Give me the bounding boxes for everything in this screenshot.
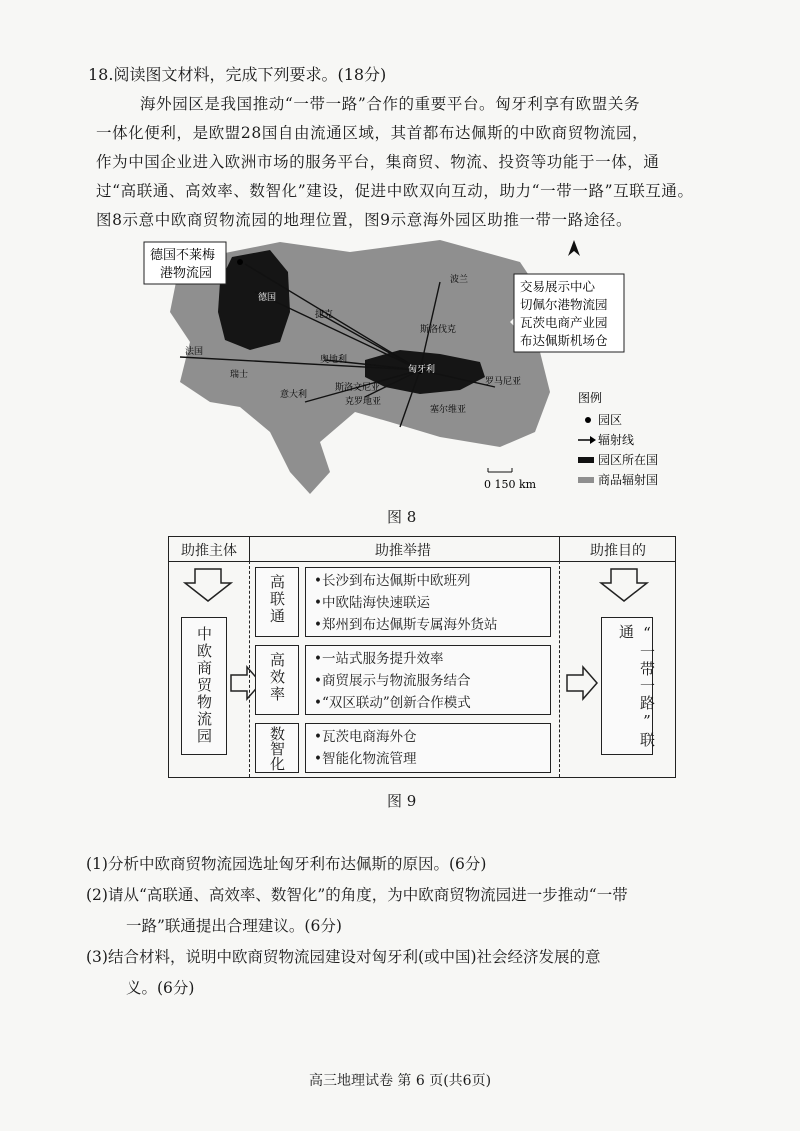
question-title: 18.阅读图文材料，完成下列要求。(18分) [88, 65, 387, 84]
legend-radiation: 辐射线 [598, 433, 635, 447]
header-measures: 助推举措 [375, 543, 431, 559]
para-line-2: 一体化便利，是欧盟28国自由流通区域，其首都布达佩斯的中欧商贸物流园， [96, 124, 649, 142]
figure-9-caption: 图 9 [387, 792, 417, 810]
para-line-5: 图8示意中欧商贸物流园的地理位置，图9示意海外园区助推一带一路途径。 [96, 211, 633, 229]
sub-question-1: (1)分析中欧商贸物流园选址匈牙利布达佩斯的原因。(6分) [86, 855, 487, 873]
category-box-2 [255, 645, 299, 715]
legend-title: 图例 [578, 391, 603, 405]
label-france: 法国 [185, 347, 204, 357]
down-arrow-icon-left [183, 567, 233, 603]
legend-park: 园区 [598, 413, 623, 427]
label-switzerland: 瑞士 [230, 370, 249, 380]
sub-question-2: (2)请从“高联通、高效率、数智化”的角度，为中欧商贸物流园进一步推动“一带 [86, 886, 628, 904]
label-slovenia: 斯洛文尼亚 [335, 383, 381, 393]
subject-box [181, 617, 227, 755]
sub-questions [86, 849, 726, 1004]
callout-left-line-1: 德国不莱梅 [150, 248, 216, 263]
label-poland: 波兰 [450, 275, 469, 285]
label-romania: 罗马尼亚 [485, 377, 522, 387]
callout-right-line-1: 交易展示中心 [520, 279, 596, 294]
label-germany: 德国 [258, 293, 277, 303]
category-label-3: 数智化 [268, 726, 286, 771]
label-czech: 捷克 [315, 310, 334, 320]
legend-park-country: 园区所在国 [598, 453, 659, 467]
category-label-2: 高效率 [268, 652, 286, 703]
category-label-1: 高联通 [268, 574, 286, 625]
sub-question-3: (3)结合材料，说明中欧商贸物流园建设对匈牙利(或中国)社会经济发展的意 [86, 948, 601, 966]
germany-park-dot [237, 259, 243, 265]
para-line-1: 海外园区是我国推动“一带一路”合作的重要平台。匈牙利享有欧盟关务 [140, 95, 641, 113]
category-box-3 [255, 723, 299, 773]
location-map [140, 232, 660, 502]
callout-left-line-2: 港物流园 [160, 266, 213, 281]
label-croatia: 克罗地亚 [345, 397, 382, 407]
measure-box-3 [305, 723, 551, 773]
sub-question-3-cont: 义。(6分) [126, 979, 195, 997]
callout-right-line-3: 瓦茨电商产业园 [520, 315, 608, 330]
goal-text: “一带一路”联通 [617, 624, 656, 749]
para-line-4: 过“高联通、高效率、数智化”建设，促进中欧双向互动，助力“一带一路”互联互通。 [96, 182, 694, 200]
measure-box-2 [305, 645, 551, 715]
header-subject: 助推主体 [181, 543, 237, 559]
callout-right-line-2: 切佩尔港物流园 [520, 297, 608, 312]
measure-1-3: •郑州到布达佩斯专属海外货站 [314, 617, 498, 633]
label-austria: 奥地利 [320, 355, 348, 365]
measure-1-1: •长沙到布达佩斯中欧班列 [314, 573, 471, 589]
flow-figure [168, 536, 676, 778]
measure-3-2: •智能化物流管理 [314, 751, 417, 767]
right-arrow-icon-right [565, 665, 599, 701]
measure-2-2: •商贸展示与物流服务结合 [314, 673, 471, 689]
goal-box [601, 617, 656, 755]
label-hungary: 匈牙利 [408, 365, 436, 375]
material-paragraph [96, 90, 716, 235]
measure-3-1: •瓦茨电商海外仓 [314, 729, 417, 745]
figure-8-caption: 图 8 [387, 508, 417, 526]
label-serbia: 塞尔维亚 [430, 405, 467, 415]
page-footer: 高三地理试卷 第 6 页(共6页) [308, 1073, 492, 1089]
label-italy: 意大利 [280, 390, 308, 400]
callout-right-line-4: 布达佩斯机场仓 [520, 333, 608, 348]
para-line-3: 作为中国企业进入欧洲市场的服务平台，集商贸、物流、投资等功能于一体，通 [96, 153, 660, 171]
measure-2-3: •“双区联动”创新合作模式 [314, 695, 471, 711]
category-box-1 [255, 567, 299, 637]
scale-bar: 0 150 km [484, 478, 537, 491]
legend-radiation-country: 商品辐射国 [598, 473, 659, 487]
down-arrow-icon-right [599, 567, 649, 603]
subject-text: 中欧商贸物流园 [195, 626, 213, 745]
label-slovakia: 斯洛伐克 [420, 325, 457, 335]
measure-box-1 [305, 567, 551, 637]
germany-shape [218, 250, 290, 350]
sub-question-2-cont: 一路”联通提出合理建议。(6分) [126, 917, 342, 935]
header-goal: 助推目的 [590, 543, 646, 559]
measure-2-1: •一站式服务提升效率 [314, 651, 444, 667]
measure-1-2: •中欧陆海快速联运 [314, 595, 430, 611]
